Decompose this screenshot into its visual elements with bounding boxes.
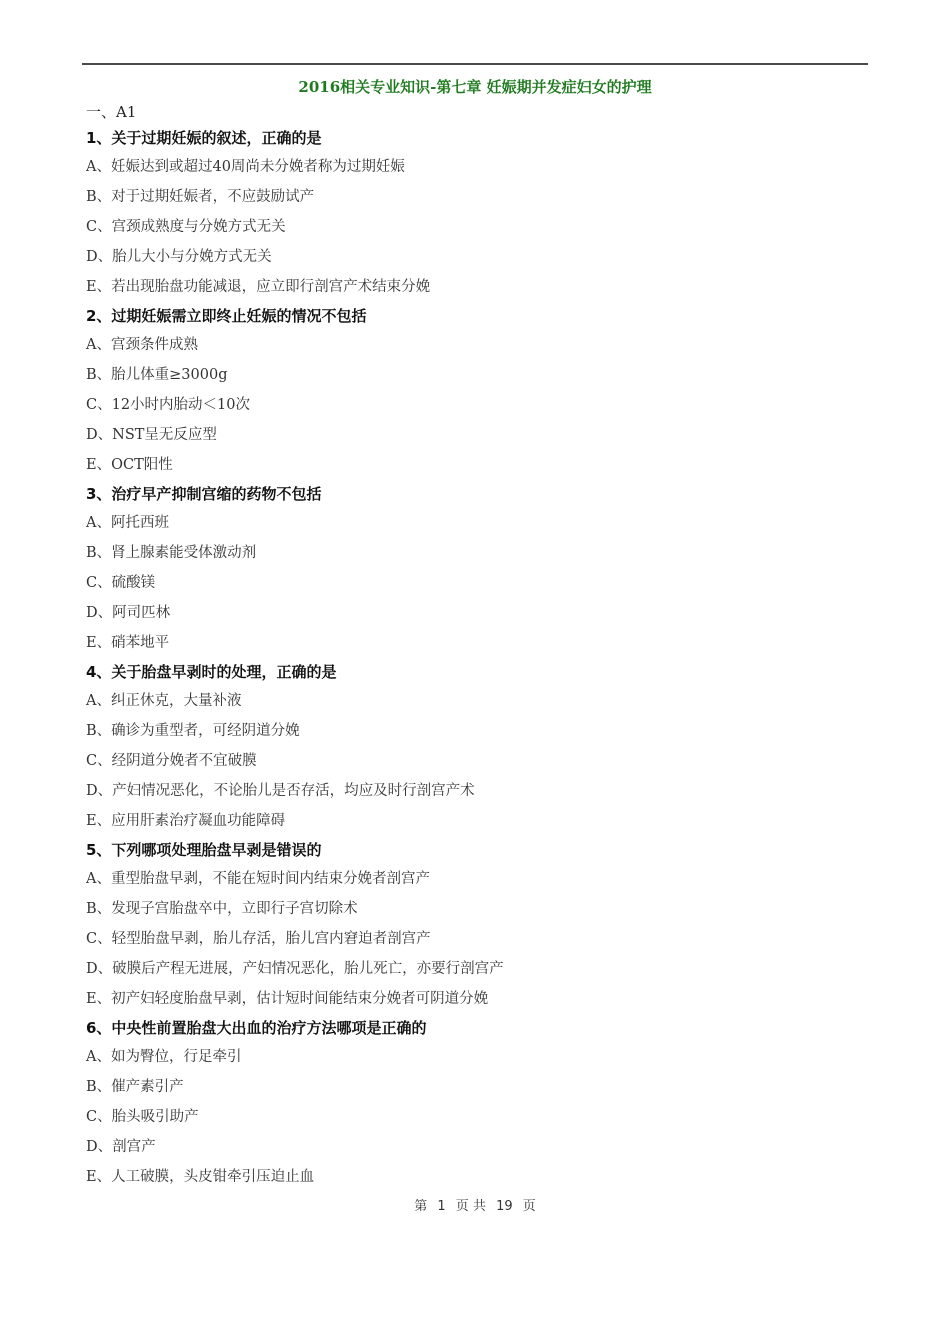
question-option: D、阿司匹林: [86, 605, 171, 621]
question-stem: 4、关于胎盘早剥时的处理，正确的是: [86, 663, 337, 681]
question-option: B、确诊为重型者，可经阴道分娩: [86, 723, 300, 739]
question-option: A、纠正休克，大量补液: [86, 693, 242, 709]
question-option: E、人工破膜，头皮钳牵引压迫止血: [86, 1169, 315, 1185]
question-option: A、宫颈条件成熟: [86, 337, 198, 353]
question-option: B、催产素引产: [86, 1079, 184, 1095]
question-option: B、发现子宫胎盘卒中，立即行子宫切除术: [86, 901, 358, 917]
question-option: D、NST呈无反应型: [86, 427, 217, 443]
footer-suffix: 页: [522, 1199, 536, 1214]
question-option: E、硝苯地平: [86, 635, 170, 651]
question-option: A、重型胎盘早剥，不能在短时间内结束分娩者剖宫产: [86, 871, 430, 887]
question-option: A、如为臀位，行足牵引: [86, 1049, 242, 1065]
page-total: 19: [496, 1199, 513, 1214]
header-rule: [82, 63, 868, 65]
question-option: B、肾上腺素能受体激动剂: [86, 545, 257, 561]
question-stem: 2、过期妊娠需立即终止妊娠的情况不包括: [86, 307, 367, 325]
document-title: 2016相关专业知识-第七章 妊娠期并发症妇女的护理: [298, 78, 652, 96]
question-option: C、硫酸镁: [86, 575, 156, 591]
footer-middle: 页 共: [455, 1199, 486, 1214]
question-4: [86, 658, 876, 836]
page-footer: [0, 1197, 950, 1217]
question-option: D、剖宫产: [86, 1139, 156, 1155]
question-option: D、产妇情况恶化，不论胎儿是否存活，均应及时行剖宫产术: [86, 783, 475, 799]
question-option: B、胎儿体重≥3000g: [86, 367, 228, 383]
question-1: [86, 124, 876, 302]
section-label: 一、A1: [86, 103, 137, 121]
question-option: A、阿托西班: [86, 515, 169, 531]
question-5: [86, 836, 876, 1014]
page-number: 1: [437, 1199, 446, 1214]
question-option: A、妊娠达到或超过40周尚未分娩者称为过期妊娠: [86, 159, 405, 175]
question-option: E、初产妇轻度胎盘早剥，估计短时间能结束分娩者可阴道分娩: [86, 991, 489, 1007]
question-option: C、宫颈成熟度与分娩方式无关: [86, 219, 286, 235]
question-2: [86, 302, 876, 480]
question-option: D、胎儿大小与分娩方式无关: [86, 249, 272, 265]
question-6: [86, 1014, 876, 1192]
question-option: D、破膜后产程无进展，产妇情况恶化，胎儿死亡，亦要行剖宫产: [86, 961, 504, 977]
question-option: C、经阴道分娩者不宜破膜: [86, 753, 257, 769]
question-option: C、轻型胎盘早剥，胎儿存活，胎儿宫内窘迫者剖宫产: [86, 931, 431, 947]
question-option: C、12小时内胎动＜10次: [86, 397, 250, 413]
question-stem: 5、下列哪项处理胎盘早剥是错误的: [86, 841, 322, 859]
question-option: E、OCT阳性: [86, 457, 173, 473]
footer-prefix: 第: [414, 1199, 428, 1214]
question-stem: 1、关于过期妊娠的叙述，正确的是: [86, 129, 322, 147]
question-stem: 3、治疗早产抑制宫缩的药物不包括: [86, 485, 322, 503]
question-3: [86, 480, 876, 658]
document-body: [86, 100, 876, 1192]
question-option: E、应用肝素治疗凝血功能障碍: [86, 813, 286, 829]
question-stem: 6、中央性前置胎盘大出血的治疗方法哪项是正确的: [86, 1019, 427, 1037]
question-option: B、对于过期妊娠者，不应鼓励试产: [86, 189, 315, 205]
question-option: C、胎头吸引助产: [86, 1109, 199, 1125]
question-option: E、若出现胎盘功能减退，应立即行剖宫产术结束分娩: [86, 279, 431, 295]
